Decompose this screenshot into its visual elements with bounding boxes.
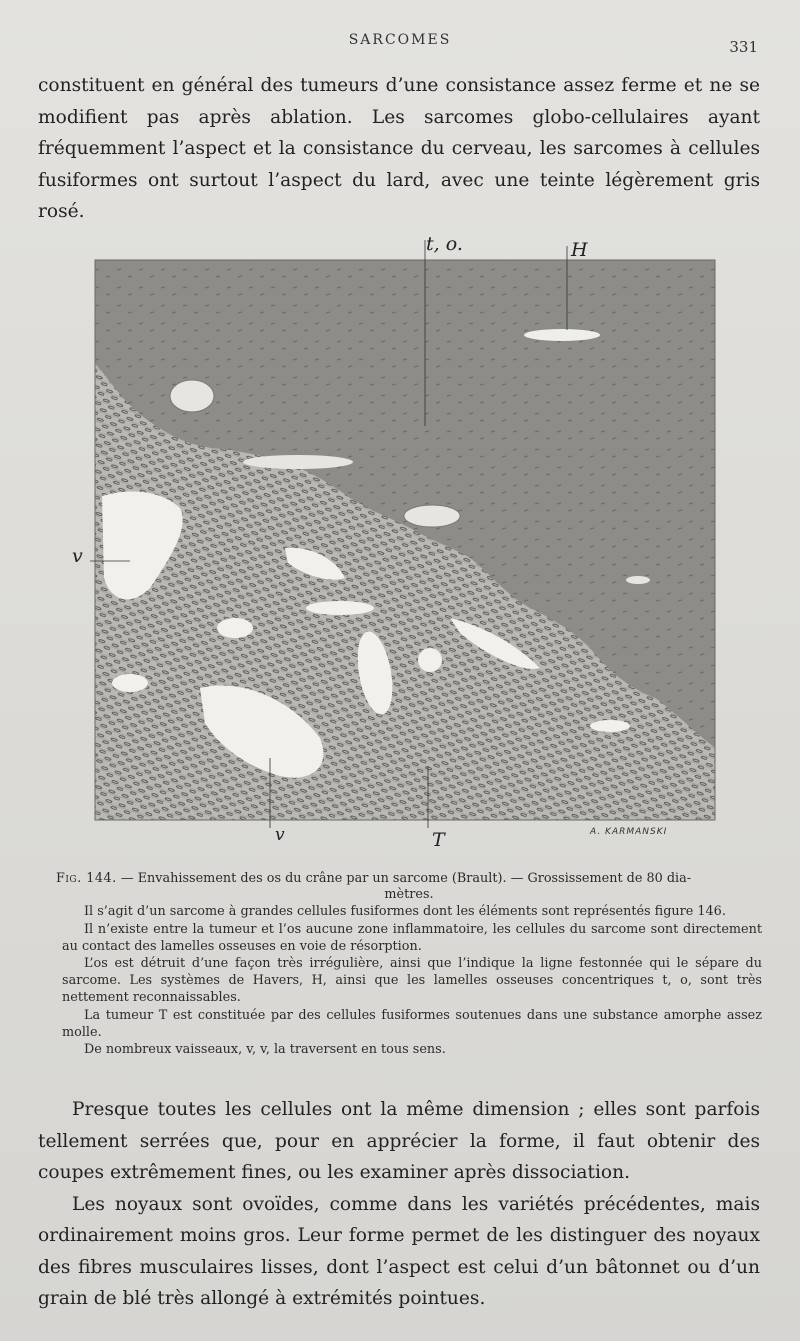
caption-title: — Envahissement des os du crâne par un sarcome (Brault). — Grossissement de 80 dia- <box>116 871 692 886</box>
artist-signature: A. KARMANSKI <box>590 827 668 837</box>
vessel <box>217 618 253 638</box>
paragraph-top: constituent en général des tumeurs d’une consistance assez ferme et ne se modifient pas après ablation. Les sarcomes globo-cellulaires ayant fréquemment l’aspect et la consistance du cerveau, les sarcomes à cellules fusiformes ont surtout l’aspect du lard, avec une teinte légèrement gris rosé. <box>38 75 760 222</box>
paragraph: Les noyaux sont ovoïdes, comme dans les variétés précédentes, mais ordinairement moins gros. Leur forme permet de les distinguer des noyaux des fibres musculaires lisses, dont l’aspect est celui d’un bâtonnet ou d’un grain de blé très allongé à extrémités pointues. <box>38 1193 760 1309</box>
paragraph: Presque toutes les cellules ont la même dimension ; elles sont parfois tellement serrées que, pour en apprécier la forme, il faut obtenir des coupes extrêmement fines, ou les examiner après dissociation. <box>38 1099 760 1183</box>
label-v-left: v <box>72 545 83 567</box>
vessel <box>590 720 630 732</box>
figure-caption <box>56 870 762 1058</box>
vessel <box>418 648 442 672</box>
running-title: SARCOMES <box>348 32 452 48</box>
vessel <box>112 674 148 692</box>
histology-illustration <box>70 228 730 868</box>
page-number: 331 <box>729 38 758 56</box>
vessel <box>306 601 374 615</box>
caption-title-cont: mètres. <box>384 887 434 903</box>
caption-line: L’os est détruit d’une façon très irrégulière, ainsi que l’indique la ligne festonnée qui le sépare du sarcome. Les systèmes de Havers, H, ainsi que les lamelles osseuses concentriques t, o, sont très nettement reconnaissables. <box>62 956 762 1006</box>
label-t-o: t, o. <box>426 233 463 255</box>
figure-144 <box>70 228 730 868</box>
lacuna <box>626 576 650 584</box>
lacuna <box>170 380 214 412</box>
label-h: H <box>571 239 588 261</box>
caption-line: Il n’existe entre la tumeur et l’os aucune zone inflammatoire, les cellules du sarcome sont directement au contact des lamelles osseuses en voie de résorption. <box>62 921 762 954</box>
caption-fig-number: Fig. 144. <box>56 871 117 886</box>
lacuna <box>243 455 353 469</box>
caption-line: Il s’agit d’un sarcome à grandes cellules fusiformes dont les éléments sont représentés figure 146. <box>84 904 726 920</box>
caption-line: De nombreux vaisseaux, v, v, la traversent en tous sens. <box>84 1042 446 1058</box>
havers-canal <box>524 329 600 341</box>
lacuna <box>404 505 460 527</box>
paragraphs-bottom <box>38 1094 760 1315</box>
caption-line: La tumeur T est constituée par des cellules fusiformes soutenues dans une substance amorphe assez molle. <box>62 1007 762 1040</box>
page-header <box>0 28 800 58</box>
label-t: T <box>432 829 445 851</box>
label-v-bottom: v <box>275 825 285 845</box>
